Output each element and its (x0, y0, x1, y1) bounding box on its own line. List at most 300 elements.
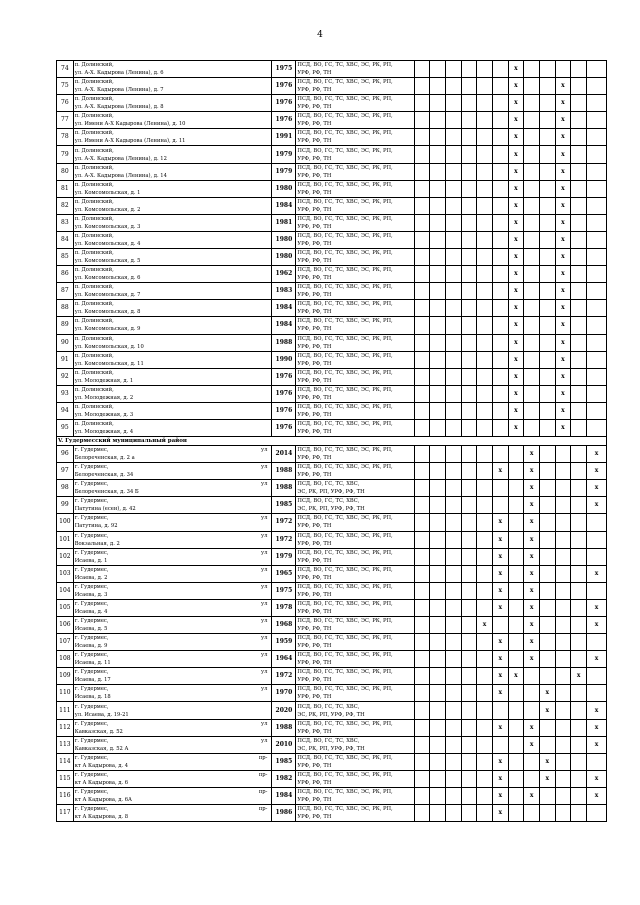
mark-cell (430, 231, 446, 248)
mark-cell (492, 214, 508, 231)
mark-cell (445, 753, 461, 770)
mark-cell (445, 112, 461, 129)
services-line-2: УРФ, РФ, ТН (297, 728, 332, 735)
row-number: 76 (57, 95, 74, 112)
mark-cell: х (508, 266, 524, 283)
mark-cell (477, 112, 493, 129)
mark-cell: х (586, 617, 606, 634)
mark-cell: х (508, 249, 524, 266)
mark-cell: х (586, 770, 606, 787)
mark-cell: х (586, 702, 606, 719)
services-line-2: УРФ, РФ, ТН (297, 377, 332, 384)
table-row (57, 95, 607, 112)
address-street: кт А Кадырова, д. 6А (74, 796, 132, 803)
mark-cell (539, 197, 555, 214)
services-cell (296, 249, 414, 266)
mark-cell: х (555, 385, 571, 402)
mark-cell (414, 702, 430, 719)
mark-cell (539, 61, 555, 78)
mark-cell (492, 402, 508, 419)
services-line-1: ПСД, ВО, ГС, ТС, ХВС, ЭС, РК, РП, (297, 600, 393, 607)
mark-cell (508, 548, 524, 565)
services-cell (296, 497, 414, 514)
address-street: ул. А-Х. Кадырова (Ленина), д. 8 (74, 104, 164, 111)
mark-cell (524, 231, 540, 248)
services-cell (296, 787, 414, 804)
mark-cell: х (586, 446, 606, 463)
services-cell (296, 617, 414, 634)
services-line-2: УРФ, РФ, ТН (297, 138, 332, 145)
year-built: 1984 (272, 197, 296, 214)
mark-cell (539, 163, 555, 180)
address-cell (73, 317, 272, 334)
services-line-1: ПСД, ВО, ГС, ТС, ХВС, ЭС, РК, РП, (297, 464, 393, 471)
address-street: ул. Комсомольская, д. 6 (74, 275, 141, 282)
address-cell (73, 146, 272, 163)
address-locality: п. Долинский, (74, 301, 114, 308)
mark-cell (477, 599, 493, 616)
services-line-1: ПСД, ВО, ГС, ТС, ХВС, ЭС, РК, РП, (297, 250, 393, 257)
mark-cell (414, 651, 430, 668)
year-built: 1980 (272, 249, 296, 266)
address-street-type: ул (261, 549, 268, 556)
mark-cell (586, 548, 606, 565)
table-row (57, 736, 607, 753)
mark-cell (430, 599, 446, 616)
table-row (57, 129, 607, 146)
mark-cell: х (524, 480, 540, 497)
services-line-2: УРФ, РФ, ТН (297, 779, 332, 786)
year-built: 1986 (272, 805, 296, 822)
address-street-type: пр- (258, 788, 268, 795)
year-built: 1984 (272, 317, 296, 334)
mark-cell (461, 599, 477, 616)
table-body (57, 61, 607, 822)
services-cell (296, 770, 414, 787)
mark-cell: х (492, 770, 508, 787)
mark-cell (539, 351, 555, 368)
mark-cell (508, 634, 524, 651)
mark-cell (508, 446, 524, 463)
mark-cell (571, 283, 587, 300)
address-locality: п. Долинский, (74, 369, 114, 376)
row-number: 87 (57, 283, 74, 300)
mark-cell: х (555, 249, 571, 266)
services-cell (296, 480, 414, 497)
address-street: ул. А-Х. Кадырова (Ленина), д. 12 (74, 155, 167, 162)
address-street: ул. Молодежная, д. 4 (74, 429, 134, 436)
services-cell (296, 163, 414, 180)
services-line-2: УРФ, РФ, ТН (297, 411, 332, 418)
mark-cell (461, 514, 477, 531)
mark-cell: х (524, 719, 540, 736)
mark-cell (461, 146, 477, 163)
mark-cell (445, 805, 461, 822)
mark-cell (445, 283, 461, 300)
address-street: Исаева, д. 17 (74, 677, 111, 684)
address-locality: г. Гудермес, (74, 720, 109, 727)
mark-cell (430, 368, 446, 385)
mark-cell (430, 582, 446, 599)
mark-cell (461, 61, 477, 78)
table-row (57, 214, 607, 231)
mark-cell (445, 582, 461, 599)
address-cell (73, 61, 272, 78)
address-locality: г. Гудермес, (74, 600, 109, 607)
mark-cell (430, 180, 446, 197)
mark-cell (571, 634, 587, 651)
address-cell (73, 180, 272, 197)
services-cell (296, 146, 414, 163)
year-built: 1976 (272, 95, 296, 112)
mark-cell: х (586, 463, 606, 480)
services-cell (296, 651, 414, 668)
mark-cell (539, 668, 555, 685)
address-cell (73, 463, 272, 480)
mark-cell: х (492, 805, 508, 822)
mark-cell: х (586, 787, 606, 804)
mark-cell (477, 753, 493, 770)
mark-cell: х (586, 651, 606, 668)
row-number: 91 (57, 351, 74, 368)
address-street: Исаева, д. 1 (74, 557, 108, 564)
mark-cell: х (492, 685, 508, 702)
year-built: 1976 (272, 112, 296, 129)
table-row (57, 146, 607, 163)
services-cell (296, 463, 414, 480)
mark-cell (430, 617, 446, 634)
mark-cell: х (555, 163, 571, 180)
mark-cell (445, 61, 461, 78)
mark-cell (555, 719, 571, 736)
services-line-1: ПСД, ВО, ГС, ТС, ХВС, ЭС, РК, РП, (297, 566, 393, 573)
address-street: ул. Комсомольская, д. 11 (74, 360, 144, 367)
mark-cell (555, 770, 571, 787)
table-row (57, 787, 607, 804)
address-locality: г. Гудермес, (74, 686, 109, 693)
mark-cell: х (555, 334, 571, 351)
services-cell (296, 266, 414, 283)
mark-cell (508, 531, 524, 548)
address-street: Кавказская, д. 52 (74, 728, 123, 735)
mark-cell (461, 770, 477, 787)
mark-cell: х (508, 317, 524, 334)
address-street-type: ул (261, 686, 268, 693)
services-line-2: УРФ, РФ, ТН (297, 660, 332, 667)
services-line-1: ПСД, ВО, ГС, ТС, ХВС, ЭС, РК, РП, (297, 386, 393, 393)
mark-cell: х (492, 463, 508, 480)
services-cell (296, 385, 414, 402)
mark-cell (555, 565, 571, 582)
address-cell (73, 266, 272, 283)
address-street: Белореченская, д. 2 а (74, 455, 135, 462)
page-number: 4 (317, 30, 323, 40)
mark-cell (430, 95, 446, 112)
services-line-1: ПСД, ВО, ГС, ТС, ХВС, ЭС, РК, РП, (297, 720, 393, 727)
mark-cell (477, 129, 493, 146)
mark-cell (539, 368, 555, 385)
mark-cell (477, 419, 493, 436)
address-cell (73, 112, 272, 129)
address-locality: г. Гудермес, (74, 703, 109, 710)
table-row (57, 514, 607, 531)
mark-cell (524, 180, 540, 197)
mark-cell: х (539, 753, 555, 770)
mark-cell (461, 634, 477, 651)
row-number: 113 (57, 736, 74, 753)
mark-cell (430, 61, 446, 78)
mark-cell (571, 419, 587, 436)
year-built: 1972 (272, 514, 296, 531)
address-street-type: ул (261, 635, 268, 642)
mark-cell (477, 95, 493, 112)
row-number: 109 (57, 668, 74, 685)
services-line-2: УРФ, РФ, ТН (297, 121, 332, 128)
mark-cell (461, 112, 477, 129)
mark-cell (524, 78, 540, 95)
table-row (57, 78, 607, 95)
mark-cell (414, 61, 430, 78)
mark-cell (586, 95, 606, 112)
mark-cell (508, 685, 524, 702)
services-line-1: ПСД, ВО, ГС, ТС, ХВС, ЭС, РК, РП, (297, 771, 393, 778)
table-row (57, 266, 607, 283)
mark-cell: х (555, 197, 571, 214)
row-number: 86 (57, 266, 74, 283)
section-title: V. Гудермесский муниципальный район (57, 437, 607, 446)
services-line-2: УРФ, РФ, ТН (297, 762, 332, 769)
mark-cell (492, 146, 508, 163)
mark-cell (492, 497, 508, 514)
mark-cell (586, 368, 606, 385)
year-built: 1983 (272, 283, 296, 300)
mark-cell (430, 736, 446, 753)
mark-cell: х (508, 214, 524, 231)
mark-cell (524, 95, 540, 112)
address-street: ул. Комсомольская, д. 7 (74, 292, 141, 299)
mark-cell (461, 351, 477, 368)
services-line-2: УРФ, РФ, ТН (297, 292, 332, 299)
mark-cell (414, 283, 430, 300)
mark-cell (539, 283, 555, 300)
services-line-1: ПСД, ВО, ГС, ТС, ХВС, ЭС, РК, РП, (297, 549, 393, 556)
address-street-type: ул (261, 583, 268, 590)
mark-cell (539, 736, 555, 753)
mark-cell (539, 497, 555, 514)
mark-cell (524, 214, 540, 231)
address-cell (73, 582, 272, 599)
mark-cell (430, 78, 446, 95)
mark-cell (477, 685, 493, 702)
mark-cell (571, 402, 587, 419)
mark-cell (414, 385, 430, 402)
mark-cell (414, 565, 430, 582)
mark-cell (461, 385, 477, 402)
year-built: 1981 (272, 214, 296, 231)
mark-cell (445, 402, 461, 419)
mark-cell (571, 129, 587, 146)
year-built: 1988 (272, 480, 296, 497)
mark-cell (414, 514, 430, 531)
table-row (57, 249, 607, 266)
mark-cell (492, 300, 508, 317)
row-number: 83 (57, 214, 74, 231)
address-cell (73, 231, 272, 248)
services-line-1: ПСД, ВО, ГС, ТС, ХВС, (297, 703, 360, 710)
table-row (57, 770, 607, 787)
address-street: ул. Комсомольская, д. 1 (74, 189, 141, 196)
mark-cell (477, 283, 493, 300)
mark-cell (445, 214, 461, 231)
mark-cell (571, 617, 587, 634)
year-built: 1959 (272, 634, 296, 651)
mark-cell (414, 617, 430, 634)
table-row (57, 617, 607, 634)
mark-cell (524, 368, 540, 385)
mark-cell (586, 300, 606, 317)
table-row (57, 334, 607, 351)
address-cell (73, 651, 272, 668)
mark-cell (477, 497, 493, 514)
mark-cell (414, 129, 430, 146)
services-line-2: УРФ, РФ, ТН (297, 240, 332, 247)
mark-cell (477, 146, 493, 163)
mark-cell (555, 736, 571, 753)
address-street-type: пр- (258, 771, 268, 778)
mark-cell (477, 805, 493, 822)
services-line-2: УРФ, РФ, ТН (297, 343, 332, 350)
row-number: 85 (57, 249, 74, 266)
mark-cell: х (508, 402, 524, 419)
mark-cell (555, 446, 571, 463)
address-locality: п. Долинский, (74, 96, 114, 103)
mark-cell: х (508, 419, 524, 436)
mark-cell (571, 514, 587, 531)
table-row (57, 163, 607, 180)
services-line-2: УРФ, РФ, ТН (297, 223, 332, 230)
services-cell (296, 197, 414, 214)
services-cell (296, 129, 414, 146)
mark-cell: х (492, 634, 508, 651)
table-row (57, 180, 607, 197)
year-built: 1988 (272, 719, 296, 736)
mark-cell (461, 719, 477, 736)
address-locality: п. Долинский, (74, 130, 114, 137)
table-row (57, 317, 607, 334)
mark-cell: х (524, 565, 540, 582)
mark-cell (586, 180, 606, 197)
mark-cell (445, 770, 461, 787)
row-number: 77 (57, 112, 74, 129)
mark-cell (445, 787, 461, 804)
year-built: 1985 (272, 753, 296, 770)
mark-cell: х (555, 180, 571, 197)
mark-cell (571, 463, 587, 480)
mark-cell (477, 317, 493, 334)
table-row (57, 685, 607, 702)
mark-cell (461, 197, 477, 214)
mark-cell (414, 805, 430, 822)
mark-cell (414, 685, 430, 702)
address-street: Исаева, д. 3 (74, 591, 108, 598)
mark-cell (414, 402, 430, 419)
mark-cell (461, 419, 477, 436)
mark-cell: х (539, 770, 555, 787)
address-street: ул. Комсомольская, д. 9 (74, 326, 141, 333)
mark-cell (571, 334, 587, 351)
address-locality: п. Долинский, (74, 215, 114, 222)
mark-cell (414, 419, 430, 436)
services-line-1: ПСД, ВО, ГС, ТС, ХВС, ЭС, РК, РП, (297, 96, 393, 103)
mark-cell (430, 634, 446, 651)
mark-cell (477, 668, 493, 685)
mark-cell (477, 385, 493, 402)
year-built: 1988 (272, 334, 296, 351)
mark-cell (555, 668, 571, 685)
mark-cell (477, 565, 493, 582)
year-built: 2014 (272, 446, 296, 463)
mark-cell (445, 514, 461, 531)
table-row (57, 497, 607, 514)
address-locality: п. Долинский, (74, 232, 114, 239)
mark-cell (414, 163, 430, 180)
address-cell (73, 531, 272, 548)
year-built: 1979 (272, 548, 296, 565)
mark-cell (430, 719, 446, 736)
mark-cell (555, 685, 571, 702)
address-street-type: ул (261, 481, 268, 488)
address-locality: п. Долинский, (74, 79, 114, 86)
services-line-2: УРФ, РФ, ТН (297, 70, 332, 77)
year-built: 1964 (272, 651, 296, 668)
year-built: 1979 (272, 163, 296, 180)
address-locality: п. Долинский, (74, 352, 114, 359)
mark-cell (477, 334, 493, 351)
mark-cell (414, 300, 430, 317)
address-locality: п. Долинский, (74, 113, 114, 120)
mark-cell: х (555, 402, 571, 419)
mark-cell (555, 531, 571, 548)
mark-cell (524, 402, 540, 419)
mark-cell (477, 514, 493, 531)
mark-cell (524, 146, 540, 163)
mark-cell (430, 531, 446, 548)
row-number: 80 (57, 163, 74, 180)
mark-cell (586, 163, 606, 180)
mark-cell (477, 368, 493, 385)
services-line-1: ПСД, ВО, ГС, ТС, ХВС, ЭС, РК, РП, (297, 669, 393, 676)
mark-cell (571, 685, 587, 702)
mark-cell: х (524, 497, 540, 514)
services-line-1: ПСД, ВО, ГС, ТС, ХВС, ЭС, РК, РП, (297, 130, 393, 137)
mark-cell (539, 112, 555, 129)
mark-cell (539, 129, 555, 146)
address-cell (73, 617, 272, 634)
mark-cell (571, 368, 587, 385)
row-number: 115 (57, 770, 74, 787)
table-row (57, 368, 607, 385)
table-row (57, 61, 607, 78)
mark-cell (414, 599, 430, 616)
address-street: Исаева, д. 2 (74, 574, 108, 581)
address-locality: г. Гудермес, (74, 737, 109, 744)
address-street-type: ул (261, 669, 268, 676)
mark-cell (430, 685, 446, 702)
row-number: 98 (57, 480, 74, 497)
mark-cell (477, 61, 493, 78)
mark-cell (414, 266, 430, 283)
mark-cell (571, 702, 587, 719)
